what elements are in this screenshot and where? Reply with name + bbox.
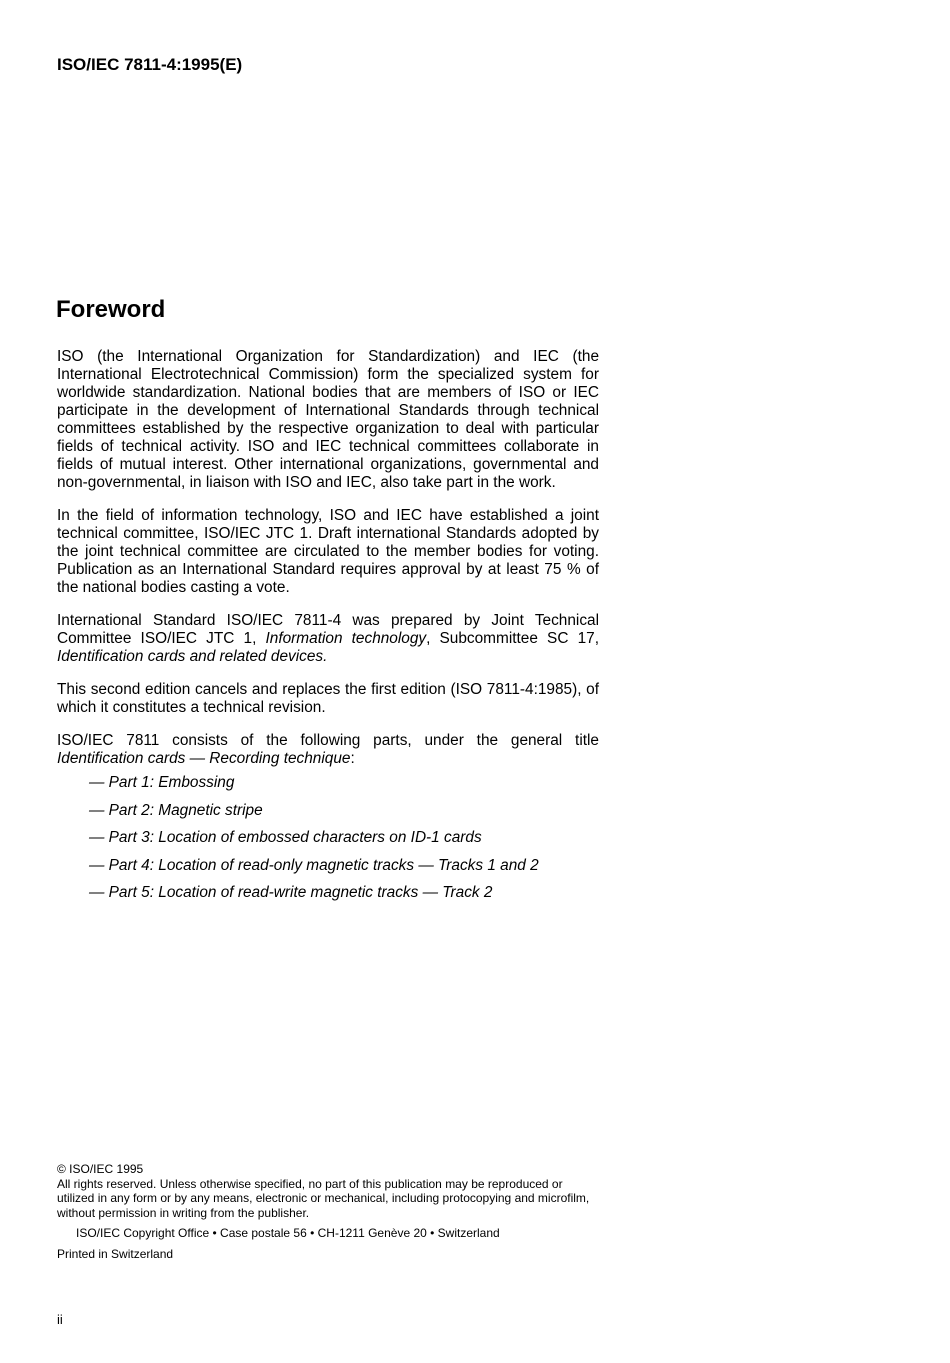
rights-statement: All rights reserved. Unless otherwise specified, no part of this publication may be reproduced or utilized in any form or by any means, electronic or mechanical, including protocopying and microfilm, without permission in writing from the publisher.: [57, 1176, 590, 1220]
paragraph-5-italic: Identification cards — Recording technique: [57, 750, 351, 767]
foreword-body: [57, 348, 599, 912]
paragraph-3: [57, 612, 599, 666]
paragraph-2: In the field of information technology, ISO and IEC have established a joint technical committee, ISO/IEC JTC 1. Draft international Standards adopted by the joint technical committee are circulated to the member bodies for voting. Publication as an International Standard requires approval by at least 75 % of the national bodies casting a vote.: [57, 507, 599, 596]
paragraph-4: This second edition cancels and replaces the first edition (ISO 7811-4:1985), of which it constitutes a technical revision.: [57, 681, 599, 716]
paragraph-3-mid: , Subcommittee SC 17,: [426, 630, 599, 647]
paragraph-5-start: ISO/IEC 7811 consists of the following parts, under the general title: [57, 732, 599, 749]
copyright-footer: [57, 1162, 602, 1261]
page-title: Foreword: [56, 296, 166, 323]
paragraph-3-italic-2: Identification cards and related devices.: [57, 648, 328, 665]
paragraph-5: [57, 732, 599, 768]
copyright-notice: © ISO/IEC 1995: [57, 1162, 144, 1176]
list-item-part-1: — Part 1: Embossing: [89, 774, 235, 791]
parts-list: [89, 774, 599, 902]
list-item-part-4: — Part 4: Location of read-only magnetic tracks — Tracks 1 and 2: [89, 856, 539, 874]
list-item-part-5: — Part 5: Location of read-write magnetic tracks — Track 2: [89, 884, 493, 901]
paragraph-5-end: :: [350, 750, 355, 767]
document-id-header: ISO/IEC 7811-4:1995(E): [57, 55, 243, 74]
printed-in: Printed in Switzerland: [57, 1246, 174, 1261]
list-item-part-2: — Part 2: Magnetic stripe: [89, 801, 263, 819]
paragraph-3-italic-1: Information technology: [265, 630, 427, 647]
page-number: ii: [57, 1312, 63, 1327]
copyright-office-address: ISO/IEC Copyright Office • Case postale 56 • CH-1211 Genève 20 • Switzerland: [76, 1226, 500, 1240]
list-item-part-3: — Part 3: Location of embossed characters on ID-1 cards: [89, 829, 482, 846]
paragraph-3-start: International Standard ISO/IEC 7811-4 was prepared by Joint Technical Committee ISO/IEC JTC 1,: [57, 612, 599, 647]
paragraph-1: ISO (the International Organization for Standardization) and IEC (the International Electrotechnical Commission) form the specialized system for worldwide standardization. National bodies that are members of ISO or IEC participate in the development of International Standards through technical committees established by the respective organization to deal with particular fields of technical activity. ISO and IEC technical committees collaborate in fields of mutual interest. Other international organizations, governmental and non-governmental, in liaison with ISO and IEC, also take part in the work.: [57, 348, 599, 491]
